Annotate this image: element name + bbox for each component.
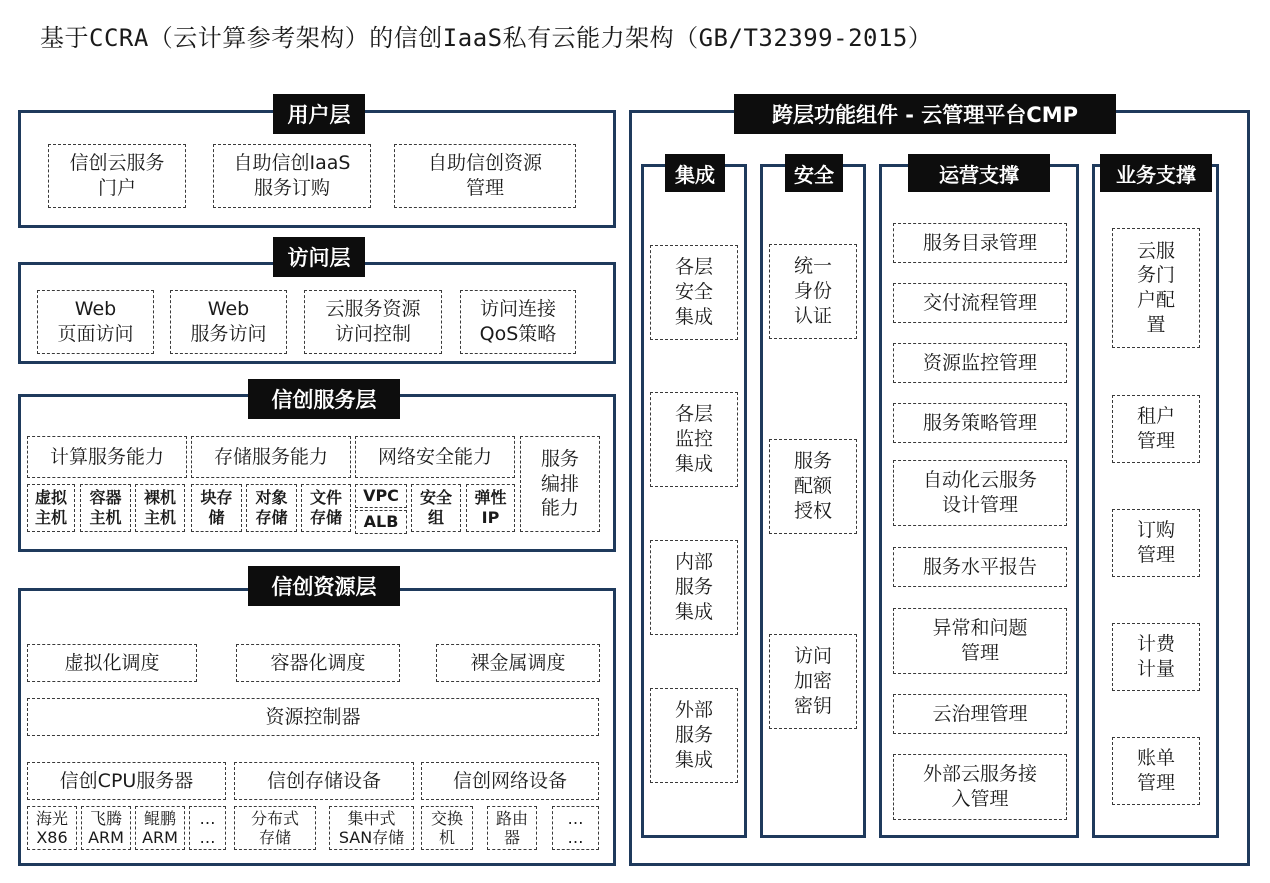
vpc-box: VPC — [355, 484, 407, 508]
resource-layer-header: 信创资源层 — [248, 566, 400, 606]
network-more-box: … … — [552, 806, 599, 850]
user-resource-mgmt-box: 自助信创资源 管理 — [394, 144, 576, 208]
quota-authorization-box: 服务 配额 授权 — [769, 439, 857, 534]
cpu-server-box: 信创CPU服务器 — [27, 762, 226, 800]
object-storage-box: 对象 存储 — [246, 484, 297, 532]
integration-header: 集成 — [665, 154, 725, 192]
cpu-more-box: … … — [189, 806, 226, 850]
compute-capability-box: 计算服务能力 — [27, 436, 187, 478]
user-iaas-order-box: 自助信创IaaS 服务订购 — [213, 144, 371, 208]
resource-controller-box: 资源控制器 — [27, 698, 599, 736]
access-encryption-key-box: 访问 加密 密钥 — [769, 634, 857, 729]
service-layer-header: 信创服务层 — [248, 379, 400, 419]
page-title: 基于CCRA（云计算参考架构）的信创IaaS私有云能力架构（GB/T32399-2015） — [40, 24, 933, 52]
kunpeng-arm-box: 鲲鹏 ARM — [135, 806, 185, 850]
resource-monitoring-mgmt-box: 资源监控管理 — [893, 343, 1067, 383]
elastic-ip-box: 弹性 IP — [466, 484, 515, 532]
internal-service-integration-box: 内部 服务 集成 — [650, 540, 738, 635]
security-header: 安全 — [785, 154, 843, 192]
block-storage-box: 块存 储 — [191, 484, 242, 532]
container-scheduler-box: 容器化调度 — [236, 644, 400, 682]
bill-mgmt-box: 账单 管理 — [1112, 737, 1200, 805]
incident-problem-mgmt-box: 异常和问题 管理 — [893, 608, 1067, 674]
network-device-box: 信创网络设备 — [421, 762, 599, 800]
operations-header: 运营支撑 — [908, 154, 1050, 192]
layer-monitoring-integration-box: 各层 监控 集成 — [650, 392, 738, 487]
external-cloud-access-box: 外部云服务接 入管理 — [893, 754, 1067, 820]
automated-service-design-box: 自动化云服务 设计管理 — [893, 460, 1067, 526]
service-level-report-box: 服务水平报告 — [893, 547, 1067, 587]
baremetal-host-box: 裸机 主机 — [135, 484, 185, 532]
container-host-box: 容器 主机 — [80, 484, 131, 532]
storage-device-box: 信创存储设备 — [234, 762, 414, 800]
security-group-box: 安全 组 — [411, 484, 461, 532]
external-service-integration-box: 外部 服务 集成 — [650, 688, 738, 783]
business-header: 业务支撑 — [1100, 154, 1212, 192]
tenant-mgmt-box: 租户 管理 — [1112, 395, 1200, 463]
layer-security-integration-box: 各层 安全 集成 — [650, 245, 738, 340]
storage-capability-box: 存储服务能力 — [191, 436, 351, 478]
user-portal-box: 信创云服务 门户 — [48, 144, 186, 208]
switch-box: 交换 机 — [421, 806, 473, 850]
file-storage-box: 文件 存储 — [301, 484, 351, 532]
san-storage-box: 集中式 SAN存储 — [329, 806, 414, 850]
virtualization-scheduler-box: 虚拟化调度 — [27, 644, 197, 682]
service-policy-mgmt-box: 服务策略管理 — [893, 403, 1067, 443]
billing-metering-box: 计费 计量 — [1112, 623, 1200, 691]
virtual-host-box: 虚拟 主机 — [27, 484, 75, 532]
alb-box: ALB — [355, 510, 407, 534]
distributed-storage-box: 分布式 存储 — [234, 806, 316, 850]
phytium-arm-box: 飞腾 ARM — [81, 806, 131, 850]
order-mgmt-box: 订购 管理 — [1112, 509, 1200, 577]
access-resource-control-box: 云服务资源 访问控制 — [304, 290, 442, 354]
hygon-x86-box: 海光 X86 — [27, 806, 77, 850]
network-capability-box: 网络安全能力 — [355, 436, 515, 478]
user-layer-header: 用户层 — [273, 94, 365, 134]
cmp-header: 跨层功能组件 - 云管理平台CMP — [734, 94, 1116, 134]
access-layer-header: 访问层 — [273, 237, 365, 277]
unified-identity-box: 统一 身份 认证 — [769, 244, 857, 339]
orchestration-capability-box: 服务 编排 能力 — [520, 436, 600, 532]
delivery-process-mgmt-box: 交付流程管理 — [893, 283, 1067, 323]
cloud-portal-config-box: 云服 务门 户配 置 — [1112, 228, 1200, 348]
router-box: 路由 器 — [487, 806, 537, 850]
access-qos-box: 访问连接 QoS策略 — [460, 290, 576, 354]
access-web-service-box: Web 服务访问 — [170, 290, 287, 354]
baremetal-scheduler-box: 裸金属调度 — [436, 644, 600, 682]
cloud-governance-mgmt-box: 云治理管理 — [893, 694, 1067, 734]
service-catalog-mgmt-box: 服务目录管理 — [893, 223, 1067, 263]
access-web-page-box: Web 页面访问 — [37, 290, 154, 354]
